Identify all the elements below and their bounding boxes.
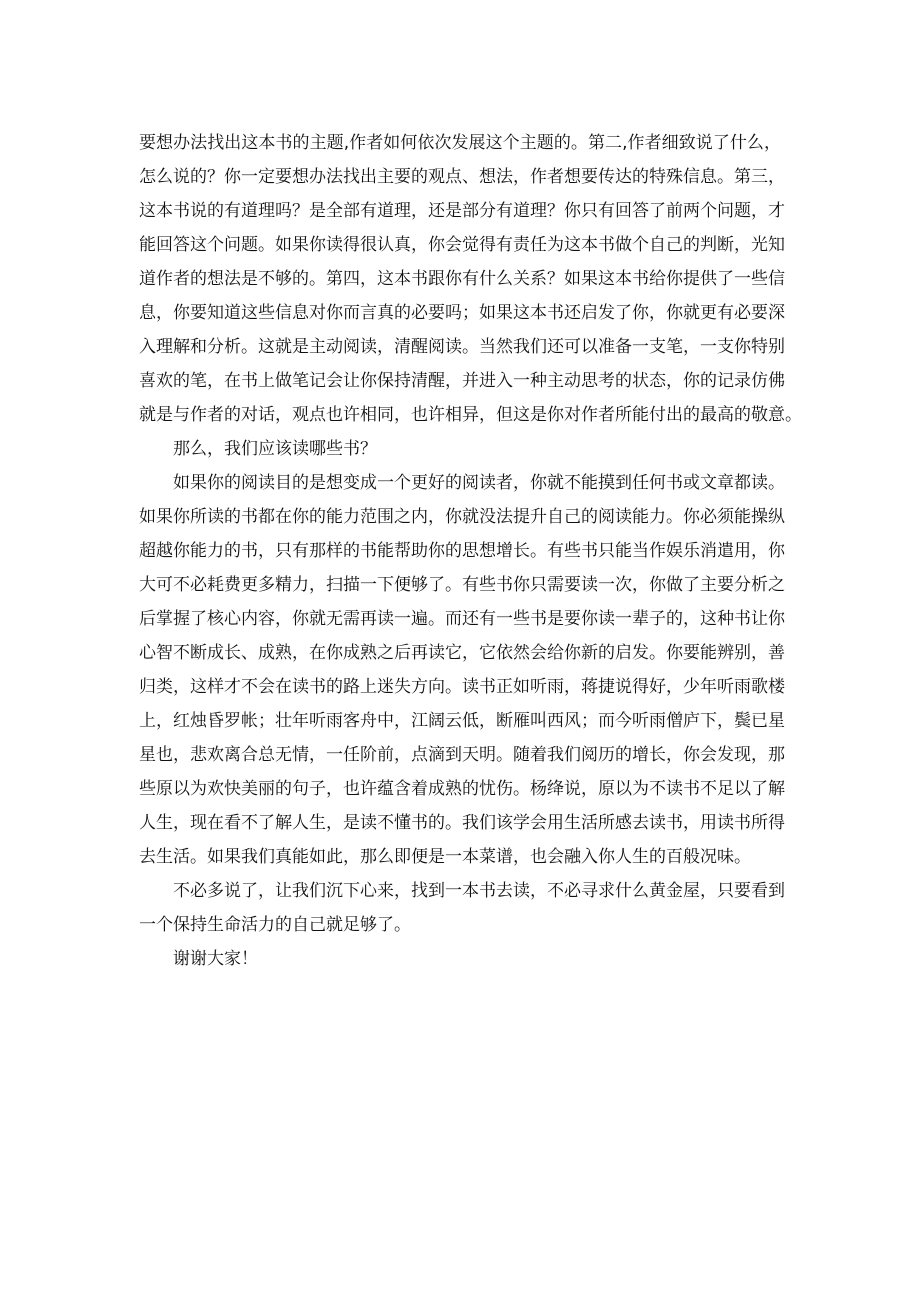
- text-line: 些原以为欢快美丽的句子，也许蕴含着成熟的忧伤。杨绛说，原以为不读书不足以了解: [139, 779, 785, 799]
- text-line: 心智不断成长、成熟，在你成熟之后再读它，它依然会给你新的启发。你要能辨别，善: [139, 643, 785, 663]
- document-page: [139, 126, 802, 976]
- text-line: 去生活。如果我们真能如此，那么即便是一本菜谱，也会融入你人生的百般况味。: [139, 847, 751, 867]
- text-line: 喜欢的笔，在书上做笔记会让你保持清醒，并进入一种主动思考的状态，你的记录仿佛: [139, 371, 785, 391]
- text-line: 那么，我们应该读哪些书？: [173, 439, 377, 459]
- paragraph-2: [139, 432, 781, 466]
- text-line: 入理解和分析。这就是主动阅读，清醒阅读。当然我们还可以准备一支笔，一支你特别: [139, 337, 785, 357]
- text-line: 超越你能力的书，只有那样的书能帮助你的思想增长。有些书只能当作娱乐消遣用，你: [139, 541, 785, 561]
- paragraph-5: [139, 942, 781, 976]
- text-line: 就是与作者的对话，观点也许相同，也许相异，但这是你对作者所能付出的最高的敬意。: [139, 405, 802, 425]
- text-line: 如果你的阅读目的是想变成一个更好的阅读者，你就不能摸到任何书或文章都读。: [173, 473, 785, 493]
- text-line: 这本书说的有道理吗？是全部有道理，还是部分有道理？你只有回答了前两个问题，才: [139, 201, 785, 221]
- text-line: 一个保持生命活力的自己就足够了。: [139, 915, 411, 935]
- text-line: 要想办法找出这本书的主题,作者如何依次发展这个主题的。第二,作者细致说了什么，: [139, 133, 781, 153]
- paragraph-1: [139, 126, 802, 432]
- text-line: 如果你所读的书都在你的能力范围之内，你就没法提升自己的阅读能力。你必须能操纵: [139, 507, 785, 527]
- paragraph-4: [139, 874, 785, 942]
- text-line: 能回答这个问题。如果你读得很认真，你会觉得有责任为这本书做个自己的判断，光知: [139, 235, 785, 255]
- paragraph-3: [139, 466, 785, 874]
- text-line: 怎么说的？你一定要想办法找出主要的观点、想法，作者想要传达的特殊信息。第三，: [139, 167, 785, 187]
- text-line: 大可不必耗费更多精力，扫描一下便够了。有些书你只需要读一次，你做了主要分析之: [139, 575, 785, 595]
- text-line: 道作者的想法是不够的。第四，这本书跟你有什么关系？如果这本书给你提供了一些信: [139, 269, 785, 289]
- text-line: 后掌握了核心内容，你就无需再读一遍。而还有一些书是要你读一辈子的，这种书让你: [139, 609, 785, 629]
- text-line: 归类，这样才不会在读书的路上迷失方向。读书正如听雨，蒋捷说得好，少年听雨歌楼: [139, 677, 785, 697]
- text-line: 星也，悲欢离合总无情，一任阶前，点滴到天明。随着我们阅历的增长，你会发现，那: [139, 745, 785, 765]
- text-line: 上，红烛昏罗帐；壮年听雨客舟中，江阔云低，断雁叫西风；而今听雨僧庐下，鬓已星: [139, 711, 785, 731]
- text-line: 谢谢大家！: [173, 949, 258, 969]
- text-line: 不必多说了，让我们沉下心来，找到一本书去读，不必寻求什么黄金屋，只要看到: [173, 881, 785, 901]
- text-line: 人生，现在看不了解人生，是读不懂书的。我们该学会用生活所感去读书，用读书所得: [139, 813, 785, 833]
- text-line: 息，你要知道这些信息对你而言真的必要吗；如果这本书还启发了你，你就更有必要深: [139, 303, 785, 323]
